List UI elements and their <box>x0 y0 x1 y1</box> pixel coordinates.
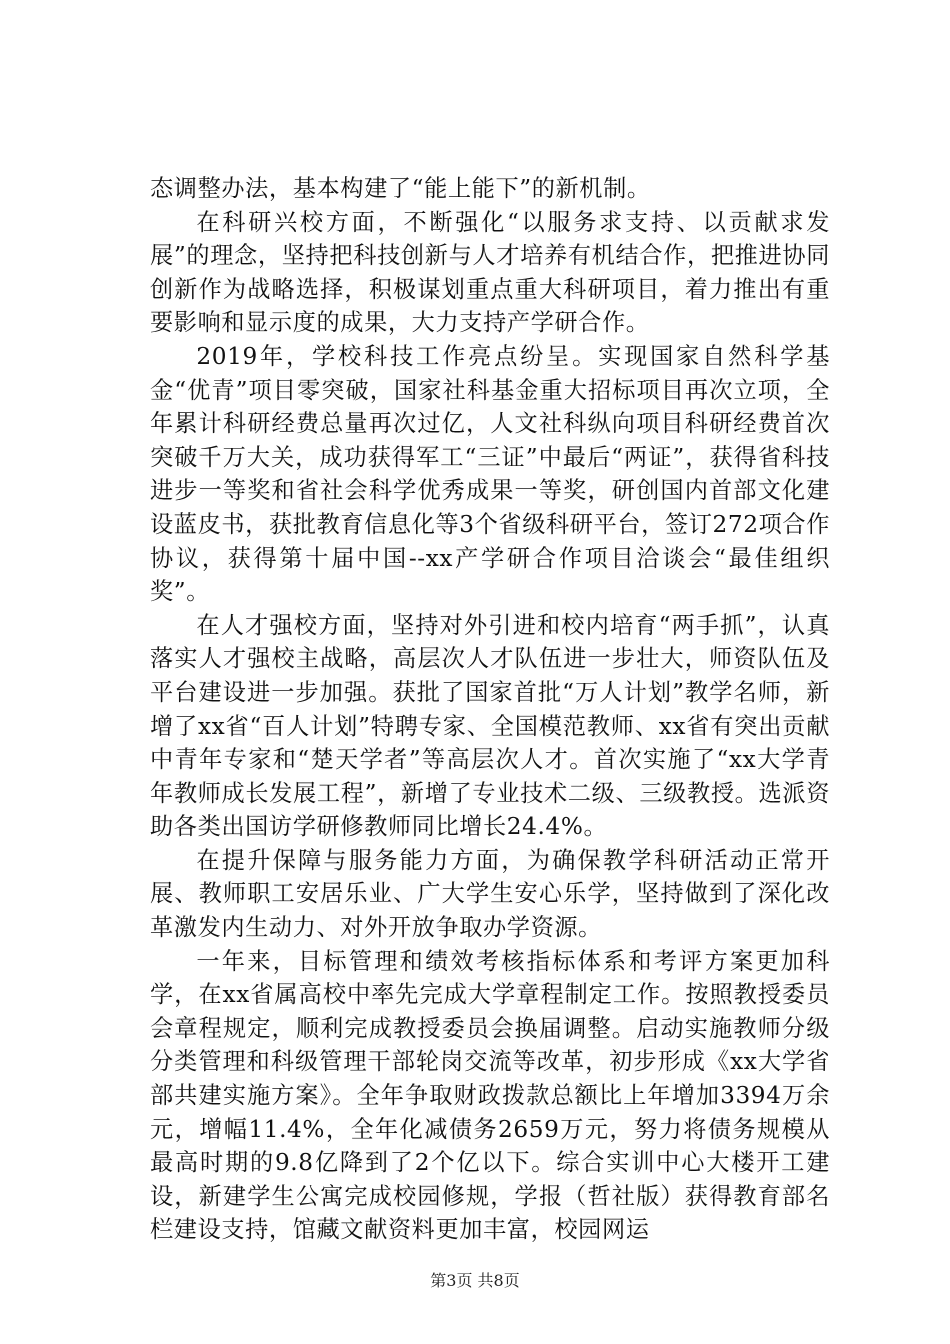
paragraph-talent: 在人才强校方面，坚持对外引进和校内培育“两手抓”，认真落实人才强校主战略，高层次人才队伍进一步壮大，师资队伍及平台建设进一步加强。获批了国家首批“万人计划”教学名师，新增了xx省“百人计划”特聘专家、全国模范教师、xx省有突出贡献中青年专家和“楚天学者”等高层次人才。首次实施了“xx大学青年教师成长发展工程”，新增了专业技术二级、三级教授。选派资助各类出国访学研修教师同比增长24.4%。 <box>150 611 830 841</box>
paragraph-service: 在提升保障与服务能力方面，为确保教学科研活动正常开展、教师职工安居乐业、广大学生安心乐学，坚持做到了深化改革激发内生动力、对外开放争取办学资源。 <box>150 846 830 942</box>
paragraph-2019-achievements: 2019年，学校科技工作亮点纷呈。实现国家自然科学基金“优青”项目零突破，国家社科基金重大招标项目再次立项，全年累计科研经费总量再次过亿，人文社科纵向项目科研经费首次突破千万大关，成功获得军工“三证”中最后“两证”，获得省科技进步一等奖和省社会科学优秀成果一等奖，研创国内首部文化建设蓝皮书，获批教育信息化等3个省级科研平台，签订272项合作协议，获得第十届中国--xx产学研合作项目洽谈会“最佳组织奖”。 <box>150 342 830 606</box>
paragraph-research: 在科研兴校方面，不断强化“以服务求支持、以贡献求发展”的理念，坚持把科技创新与人才培养有机结合作，把推进协同创新作为战略选择，积极谋划重点重大科研项目，着力推出有重要影响和显示度的成果，大力支持产学研合作。 <box>150 208 830 337</box>
page-number-footer: 第3页 共8页 <box>430 1271 520 1290</box>
paragraph-continuation: 态调整办法，基本构建了“能上能下”的新机制。 <box>150 175 651 202</box>
document-body <box>150 172 830 1247</box>
paragraph-year-review: 一年来，目标管理和绩效考核指标体系和考评方案更加科学，在xx省属高校中率先完成大学章程制定工作。按照教授委员会章程规定，顺利完成教授委员会换届调整。启动实施教师分级分类管理和科级管理干部轮岗交流等改革，初步形成《xx大学省部共建实施方案》。全年争取财政拨款总额比上年增加3394万余元，增幅11.4%，全年化减债务2659万元，努力将债务规模从最高时期的9.8亿降到了2个亿以下。综合实训中心大楼开工建设，新建学生公寓完成校园修规，学报（哲社版）获得教育部名栏建设支持，馆藏文献资料更加丰富，校园网运 <box>150 947 830 1244</box>
